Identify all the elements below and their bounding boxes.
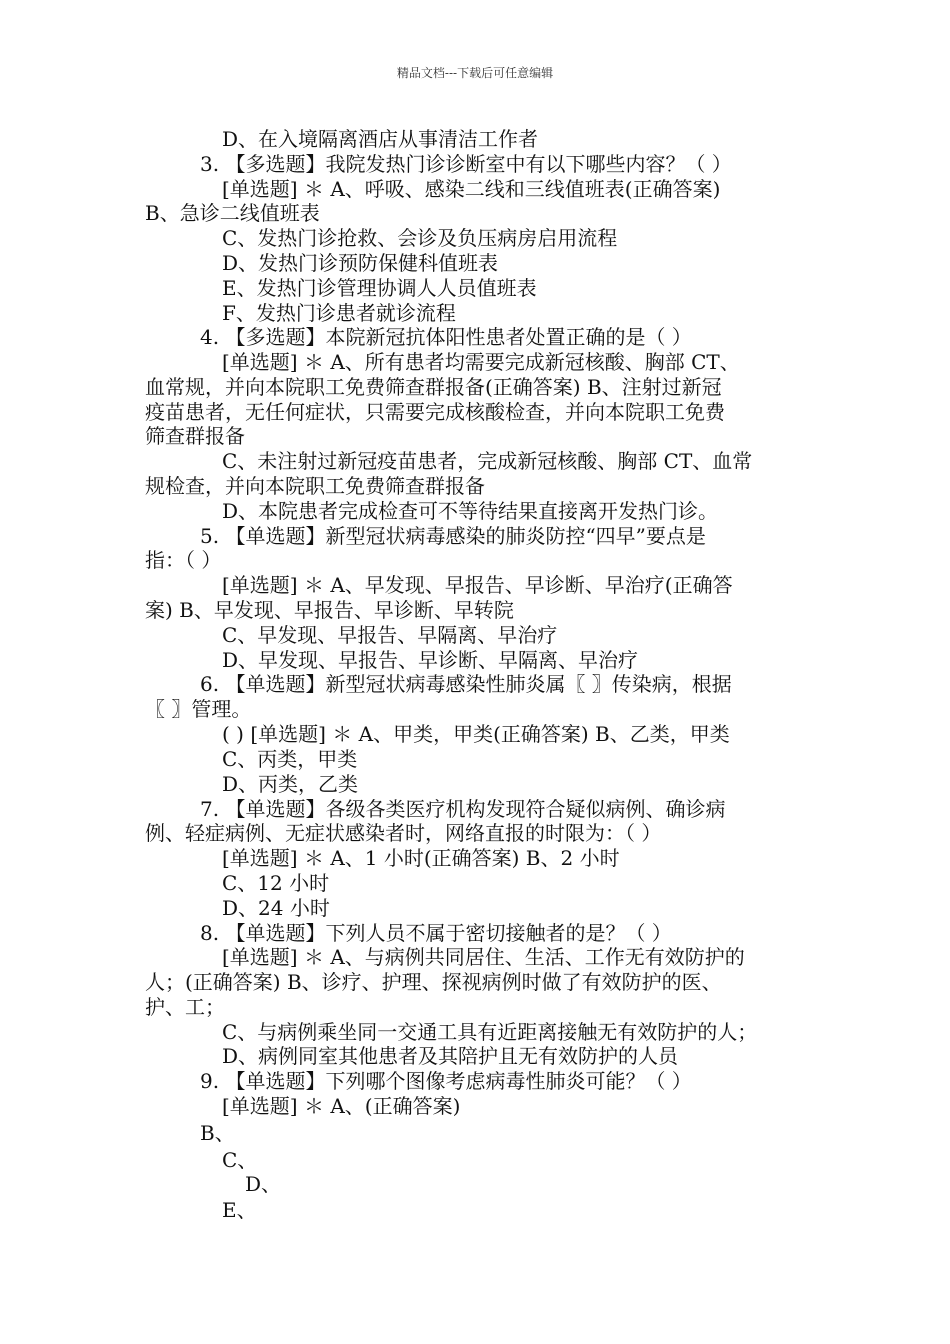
text-line: B、急诊二线值班表 [145,201,320,225]
text-line: 人；(正确答案) B、诊疗、护理、探视病例时做了有效防护的医、 [145,970,722,994]
text-line: [单选题] ＊ A、1 小时(正确答案) B、2 小时 [222,846,620,870]
question-4: 4. 【多选题】本院新冠抗体阳性患者处置正确的是（ ） [200,325,692,349]
text-line: 指：（ ） [145,548,222,572]
text-line: C、与病例乘坐同一交通工具有近距离接触无有效防护的人； [222,1020,758,1044]
text-line: B、 [200,1121,235,1145]
text-line: D、24 小时 [222,896,330,920]
text-line: 案) B、早发现、早报告、早诊断、早转院 [145,598,514,622]
text-line: C、早发现、早报告、早隔离、早治疗 [222,623,558,647]
text-line: 例、轻症病例、无症状感染者时，网络直报的时限为：（ ） [145,821,662,845]
page-header: 精品文档---下载后可任意编辑 [396,66,554,80]
question-6: 6. 【单选题】新型冠状病毒感染性肺炎属〖 〗传染病，根据 [200,672,732,696]
text-line: D、病例同室其他患者及其陪护且无有效防护的人员 [222,1044,679,1068]
text-line: [单选题] ＊ A、所有患者均需要完成新冠核酸、胸部 CT、 [222,350,740,374]
text-line: D、在入境隔离酒店从事清洁工作者 [222,127,539,151]
text-line: C、12 小时 [222,871,330,895]
text-line: 护、工； [145,995,225,1019]
text-line: C、 [222,1148,258,1172]
text-line: [单选题] ＊ A、早发现、早报告、早诊断、早治疗(正确答 [222,573,733,597]
text-line: C、未注射过新冠疫苗患者，完成新冠核酸、胸部 CT、血常 [222,449,753,473]
text-line: 〖 〗管理。 [145,697,252,721]
text-line: 血常规，并向本院职工免费筛查群报备(正确答案) B、注射过新冠 [145,375,722,399]
text-line: [单选题] ＊ A、与病例共同居住、生活、工作无有效防护的 [222,945,745,969]
text-line: 筛查群报备 [145,424,245,448]
text-line: E、发热门诊管理协调人人员值班表 [222,276,537,300]
question-7: 7. 【单选题】各级各类医疗机构发现符合疑似病例、确诊病 [200,797,726,821]
text-line: C、发热门诊抢救、会诊及负压病房启用流程 [222,226,618,250]
question-3: 3. 【多选题】我院发热门诊诊断室中有以下哪些内容？（ ） [200,152,732,176]
question-8: 8. 【单选题】下列人员不属于密切接触者的是？（ ） [200,921,672,945]
question-5: 5. 【单选题】新型冠状病毒感染的肺炎防控“四早”要点是 [200,524,706,548]
text-line: [单选题] ＊ A、呼吸、感染二线和三线值班表(正确答案) [222,177,721,201]
text-line: 疫苗患者，无任何症状，只需要完成核酸检查，并向本院职工免费 [145,400,725,424]
text-line: D、 [245,1172,282,1196]
text-line: [单选题] ＊ A、(正确答案) [222,1094,461,1118]
text-line: F、发热门诊患者就诊流程 [222,301,456,325]
text-line: E、 [222,1198,257,1222]
text-line: D、发热门诊预防保健科值班表 [222,251,499,275]
text-line: D、早发现、早报告、早诊断、早隔离、早治疗 [222,648,639,672]
text-line: D、本院患者完成检查可不等待结果直接离开发热门诊。 [222,499,719,523]
text-line: D、丙类，乙类 [222,772,359,796]
text-line: ( ) [单选题] ＊ A、甲类，甲类(正确答案) B、乙类，甲类 [222,722,730,746]
text-line: 规检查，并向本院职工免费筛查群报备 [145,474,485,498]
question-9: 9. 【单选题】下列哪个图像考虑病毒性肺炎可能？（ ） [200,1069,692,1093]
text-line: C、丙类，甲类 [222,747,358,771]
